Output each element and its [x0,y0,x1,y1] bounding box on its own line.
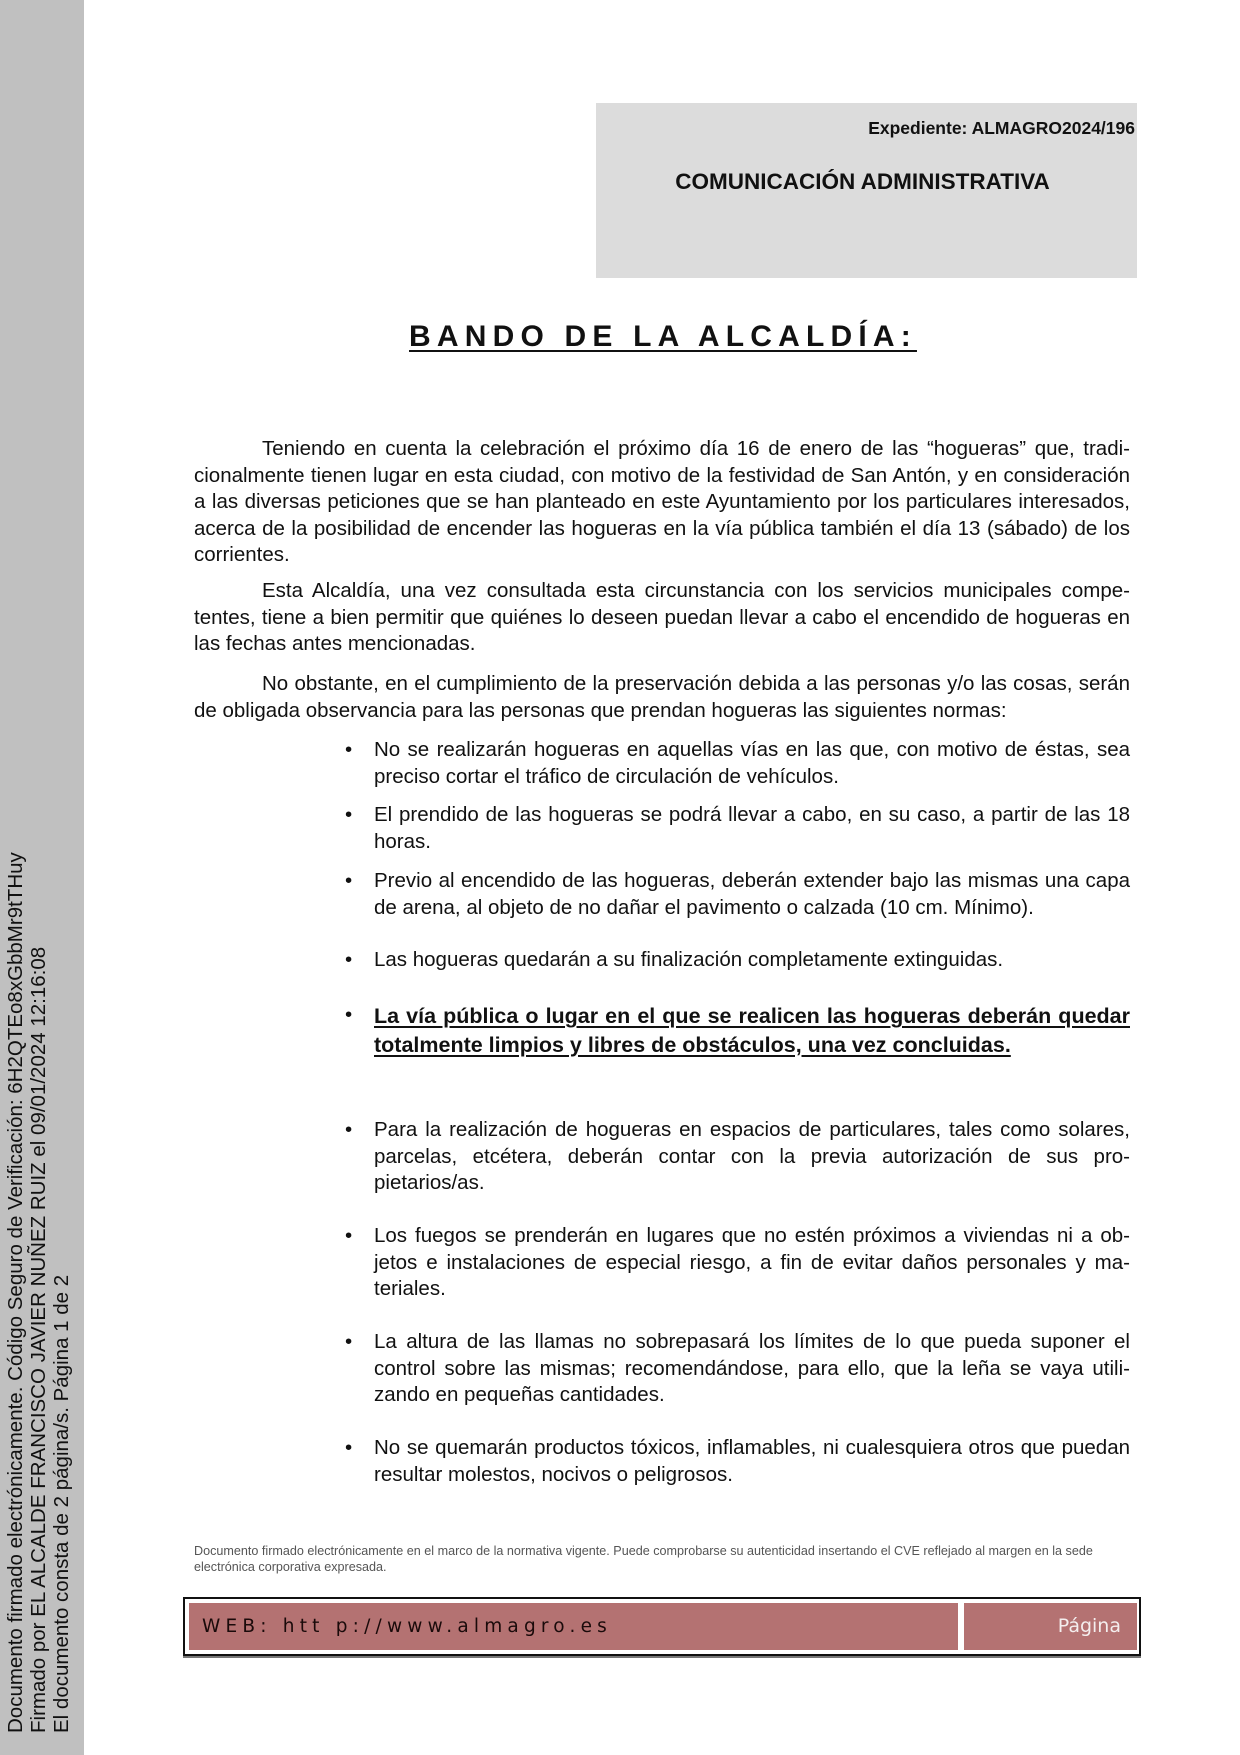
rule-text: Las hogueras quedarán a su finalización completamente extinguidas. [374,948,1004,971]
paragraph-1 [194,436,1130,569]
list-item [345,1435,1130,1488]
rule-text: No se quemarán productos tóxicos, inflamables, ni cualesquiera otros que puedan resultar molestos, nocivos o peligrosos. [374,1436,1130,1486]
paragraph-1-text: Teniendo en cuenta la celebración el próximo día 16 de enero de las “hogueras” que, tradicionalmente tienen lugar en esta ciudad, con motivo de la festividad de San Antón, y en consideración a las diversas peticiones que se han planteado en este Ayuntamiento por los particulares interesados, acerca de la posibilidad de encender las hogueras en la vía pública también el día 13 (sábado) de los corrientes. [194,437,1130,567]
list-item [345,1329,1130,1409]
rule-text: La vía pública o lugar en el que se realicen las hogueras deberán quedar totalmente limpios y libres de obstáculos, una vez concluidas. [374,1004,1130,1057]
bullet-icon: • [345,869,353,892]
bullet-icon: • [345,1436,353,1459]
list-item [345,802,1130,855]
bullet-icon: • [345,948,353,971]
list-item [345,868,1130,921]
bullet-icon: • [345,738,353,761]
sidebar-line-verification: Documento firmado electrónicamente. Código Seguro de Verificación: 6H2QTEo8xGbbMr9tTHuy [4,852,27,1733]
rule-text: La altura de las llamas no sobrepasará los límites de lo que pueda suponer el control sobre las mismas; recomendándose, para ello, que la leña se vaya utilizando en pequeñas cantidades. [374,1330,1130,1407]
bullet-icon: • [345,1118,353,1141]
footer-box [183,1597,1141,1656]
list-item [345,737,1130,790]
rule-text: No se realizarán hogueras en aquellas vías en las que, con motivo de éstas, sea preciso cortar el tráfico de circulación de vehículos. [374,738,1130,788]
footer-page-label: Página [964,1603,1137,1650]
list-item [345,947,1130,974]
bullet-icon: • [345,1003,353,1026]
bullet-icon: • [345,803,353,826]
list-item [345,1223,1130,1303]
list-item-highlighted [345,1002,1130,1059]
document-type: COMUNICACIÓN ADMINISTRATIVA [675,169,1050,194]
paragraph-3-text: No obstante, en el cumplimiento de la preservación debida a las personas y/o las cosas, serán de obligada observancia para las personas que prendan hogueras las siguientes normas: [194,672,1130,722]
sidebar-line-signer: Firmado por EL ALCALDE FRANCISCO JAVIER NUÑEZ RUIZ el 09/01/2024 12:16:08 [27,946,50,1733]
paragraph-2-text: Esta Alcaldía, una vez consultada esta circunstancia con los servicios municipales competentes, tiene a bien permitir que quiénes lo deseen puedan llevar a cabo el encendido de hogueras en las fechas antes mencionadas. [194,579,1130,656]
rule-text: El prendido de las hogueras se podrá llevar a cabo, en su caso, a partir de las 18 horas. [374,803,1130,853]
paragraph-3 [194,671,1130,724]
page-title [200,320,1126,354]
signature-sidebar [0,0,84,1755]
list-item [345,1117,1130,1197]
legal-note: Documento firmado electrónicamente en el marco de la normativa vigente. Puede comprobarse su autenticidad insertando el CVE reflejado al margen en la sede electrónica corporativa expresada. [194,1544,1093,1574]
signature-sidebar-text [0,0,84,1755]
rule-text: Para la realización de hogueras en espacios de particulares, tales como solares, parcelas, etcétera, deberán contar con la previa autorización de sus propietarios/as. [374,1118,1130,1195]
rule-text: Previo al encendido de las hogueras, deberán extender bajo las mismas una capa de arena, al objeto de no dañar el pavimento o calzada (10 cm. Mínimo). [374,869,1130,919]
footer-website-link[interactable]: WEB: htt p://www.almagro.es [189,1603,958,1650]
rule-text: Los fuegos se prenderán en lugares que no estén próximos a viviendas ni a objetos e instalaciones de especial riesgo, a fin de evitar daños personales y materiales. [374,1224,1130,1301]
bullet-icon: • [345,1330,353,1353]
sidebar-line-pages: El documento consta de 2 página/s. Página 1 de 2 [50,1274,73,1733]
expediente-label: Expediente: ALMAGRO2024/196 [868,118,1135,138]
header-box [596,103,1137,278]
bullet-icon: • [345,1224,353,1247]
paragraph-2 [194,578,1130,658]
page-title-text: BANDO DE LA ALCALDÍA: [409,320,917,353]
